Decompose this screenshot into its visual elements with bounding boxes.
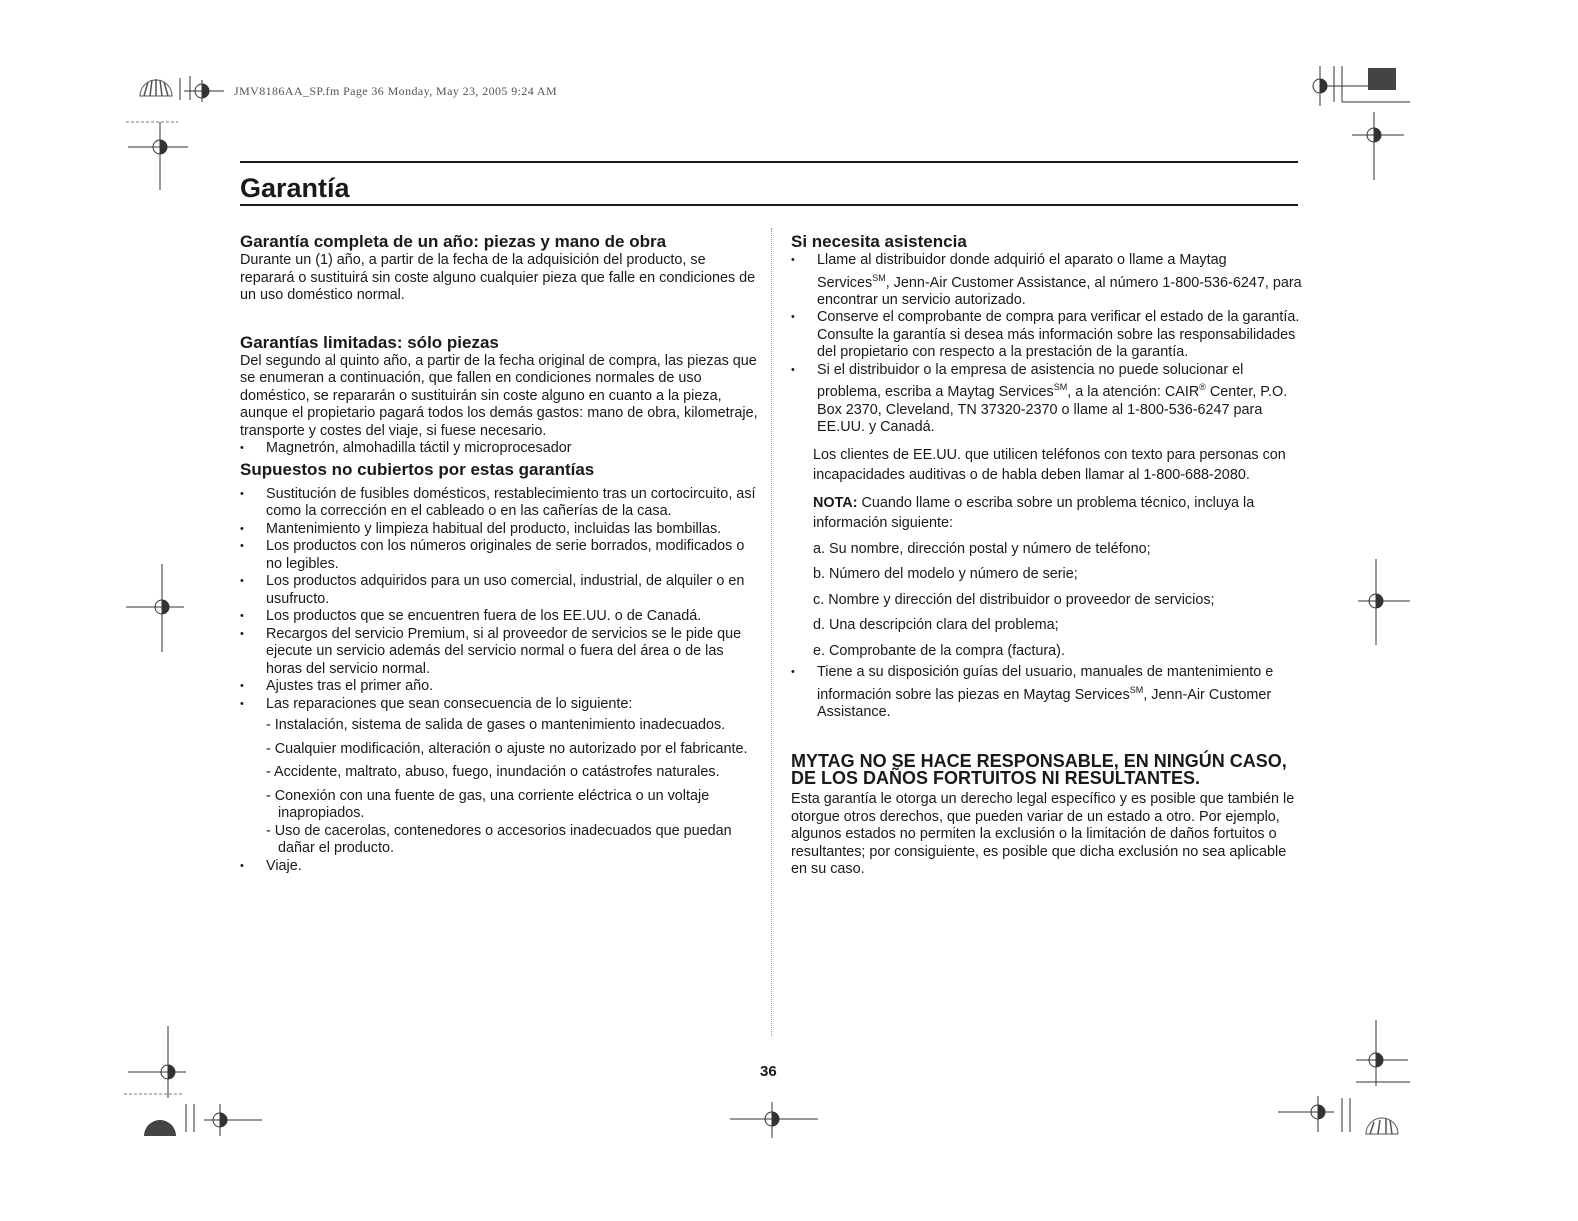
registration-mark-mid-left	[122, 560, 202, 660]
list-item-text: Center, P.O. Box 2370, Cleveland, TN 37320-2370 o llame al 1-800-536-6247 para EE.UU. y Canadá.	[817, 384, 1288, 436]
left-column	[240, 232, 760, 875]
not-covered-list	[240, 486, 760, 876]
nota-label: NOTA:	[813, 494, 858, 511]
sub-list-item: - Instalación, sistema de salida de gases o mantenimiento inadecuados.	[266, 717, 726, 733]
service-mark: SM	[1129, 684, 1144, 695]
list-item	[791, 252, 1303, 309]
list-item-text: Si el distribuidor o la empresa de asistencia no puede solucionar el problema, escriba a Maytag Services	[817, 361, 1244, 401]
color-wheel-icon	[136, 72, 176, 100]
registration-mark-bottom-right	[1270, 1016, 1420, 1146]
file-info-header: JMV8186AA_SP.fm Page 36 Monday, May 23, 2005 9:24 AM	[234, 84, 558, 98]
assistance-list-extra	[791, 664, 1303, 721]
column-divider	[771, 228, 772, 1036]
right-column	[791, 232, 1303, 879]
list-item: • Sustitución de fusibles domésticos, restablecimiento tras un cortocircuito, así como la corrección en el cableado o en las cañerías de la casa.	[240, 486, 760, 521]
registration-mark-mid-right	[1340, 555, 1420, 655]
registration-mark-bottom-center	[726, 1098, 822, 1144]
assistance-heading: Si necesita asistencia	[791, 232, 967, 251]
registered-mark: ®	[1199, 382, 1206, 393]
list-item-text: , Jenn-Air Customer Assistance, al número 1-800-536-6247, para encontrar un servicio autorizado.	[817, 274, 1302, 308]
list-item	[791, 664, 1303, 721]
tty-note: Los clientes de EE.UU. que utilicen teléfonos con texto para personas con incapacidades auditivas o de habla deben llamar al 1-800-688-2080.	[813, 446, 1286, 483]
list-item-text: , Jenn-Air Customer Assistance.	[817, 686, 1272, 720]
list-item-text: Las reparaciones que sean consecuencia de lo siguiente:	[266, 695, 633, 712]
nota-paragraph	[813, 493, 1303, 533]
nota-text: Cuando llame o escriba sobre un problema técnico, incluya la información siguiente:	[813, 494, 1255, 531]
not-covered-heading: Supuestos no cubiertos por estas garantías	[240, 459, 595, 479]
info-item: c. Nombre y dirección del distribuidor o proveedor de servicios;	[813, 591, 1215, 608]
service-mark: SM	[1053, 382, 1068, 393]
disclaimer-heading: MYTAG NO SE HACE RESPONSABLE, EN NINGÚN CASO, DE LOS DAÑOS FORTUITOS NI RESULTANTES.	[791, 751, 1287, 789]
list-item	[240, 696, 760, 858]
sub-list-item: - Uso de cacerolas, contenedores o accesorios inadecuados que puedan dañar el producto.	[266, 822, 732, 856]
title-bottom-rule	[240, 204, 1298, 206]
repair-causes-list	[266, 717, 760, 858]
list-item: • Conserve el comprobante de compra para verificar el estado de la garantía. Consulte la garantía si desea más información sobre las responsabilidades del propietario con respecto a la prestación de la garantía.	[791, 309, 1303, 362]
page-title: Garantía	[240, 173, 350, 203]
info-item: a. Su nombre, dirección postal y número de teléfono;	[813, 540, 1151, 557]
list-item: • Viaje.	[240, 858, 760, 876]
list-item: • Recargos del servicio Premium, si al proveedor de servicios se le pide que ejecute un servicio además del servicio normal o fuera del área o de las horas del servicio normal.	[240, 626, 760, 679]
list-item: • Magnetrón, almohadilla táctil y microprocesador	[240, 440, 760, 458]
service-mark: SM	[872, 272, 886, 283]
full-warranty-text: Durante un (1) año, a partir de la fecha de la adquisición del producto, se reparará o sustituirá sin coste alguno cualquier pieza que falle en condiciones de un uso doméstico normal.	[240, 252, 756, 303]
limited-warranty-list	[240, 440, 760, 458]
registration-mark-bottom-left	[120, 1020, 270, 1140]
list-item: • Los productos adquiridos para un uso comercial, industrial, de alquiler o en usufructo.	[240, 573, 760, 608]
sub-list-item: - Cualquier modificación, alteración o ajuste no autorizado por el fabricante.	[266, 740, 748, 757]
sub-list-item: - Accidente, maltrato, abuso, fuego, inundación o catástrofes naturales.	[266, 764, 720, 780]
registration-mark-top-right	[1270, 62, 1420, 192]
limited-warranty-heading: Garantías limitadas: sólo piezas	[240, 332, 499, 352]
full-warranty-heading: Garantía completa de un año: piezas y mano de obra	[240, 232, 667, 251]
info-item: e. Comprobante de la compra (factura).	[813, 642, 1065, 659]
list-item: • Ajustes tras el primer año.	[240, 678, 760, 696]
list-item: • Los productos que se encuentren fuera de los EE.UU. o de Canadá.	[240, 608, 760, 626]
info-item: b. Número del modelo y número de serie;	[813, 566, 1078, 583]
limited-warranty-text: Del segundo al quinto año, a partir de la fecha original de compra, las piezas que se enumeran a continuación, que fallen en condiciones normales de uso doméstico, se repararán o sustituirán sin coste alguno en cuanto a la pieza, aunque el propietario pagará todos los demás gastos: mano de obra, kilometraje, transporte y costes del viaje, si fuese necesario.	[240, 352, 758, 439]
disclaimer-text: Esta garantía le otorga un derecho legal específico y es posible que también le otorgue otros derechos, que pueden variar de un estado a otro. Por ejemplo, algunos estados no permiten la exclusión o la limitación de daños fortuitos o resultantes; por consiguiente, es posible que dicha exclusión no sea aplicable en su caso.	[791, 791, 1295, 878]
page-number: 36	[760, 1063, 777, 1080]
list-item-text: Tiene a su disposición guías del usuario, manuales de mantenimiento e información sobre las piezas en Maytag Services	[817, 664, 1274, 703]
assistance-details	[791, 445, 1303, 661]
sub-list-item: - Conexión con una fuente de gas, una corriente eléctrica o un voltaje inapropiados.	[266, 787, 710, 821]
list-item: • Los productos con los números originales de serie borrados, modificados o no legibles.	[240, 538, 760, 573]
info-item: d. Una descripción clara del problema;	[813, 617, 1059, 634]
list-item: • Mantenimiento y limpieza habitual del producto, incluidas las bombillas.	[240, 521, 760, 539]
list-item-text: , a la atención: CAIR	[1067, 384, 1200, 401]
list-item	[791, 362, 1303, 437]
list-item-text: Llame al distribuidor donde adquirió el aparato o llame a Maytag Services	[817, 252, 1227, 291]
title-top-rule	[240, 161, 1298, 163]
assistance-list	[791, 252, 1303, 437]
